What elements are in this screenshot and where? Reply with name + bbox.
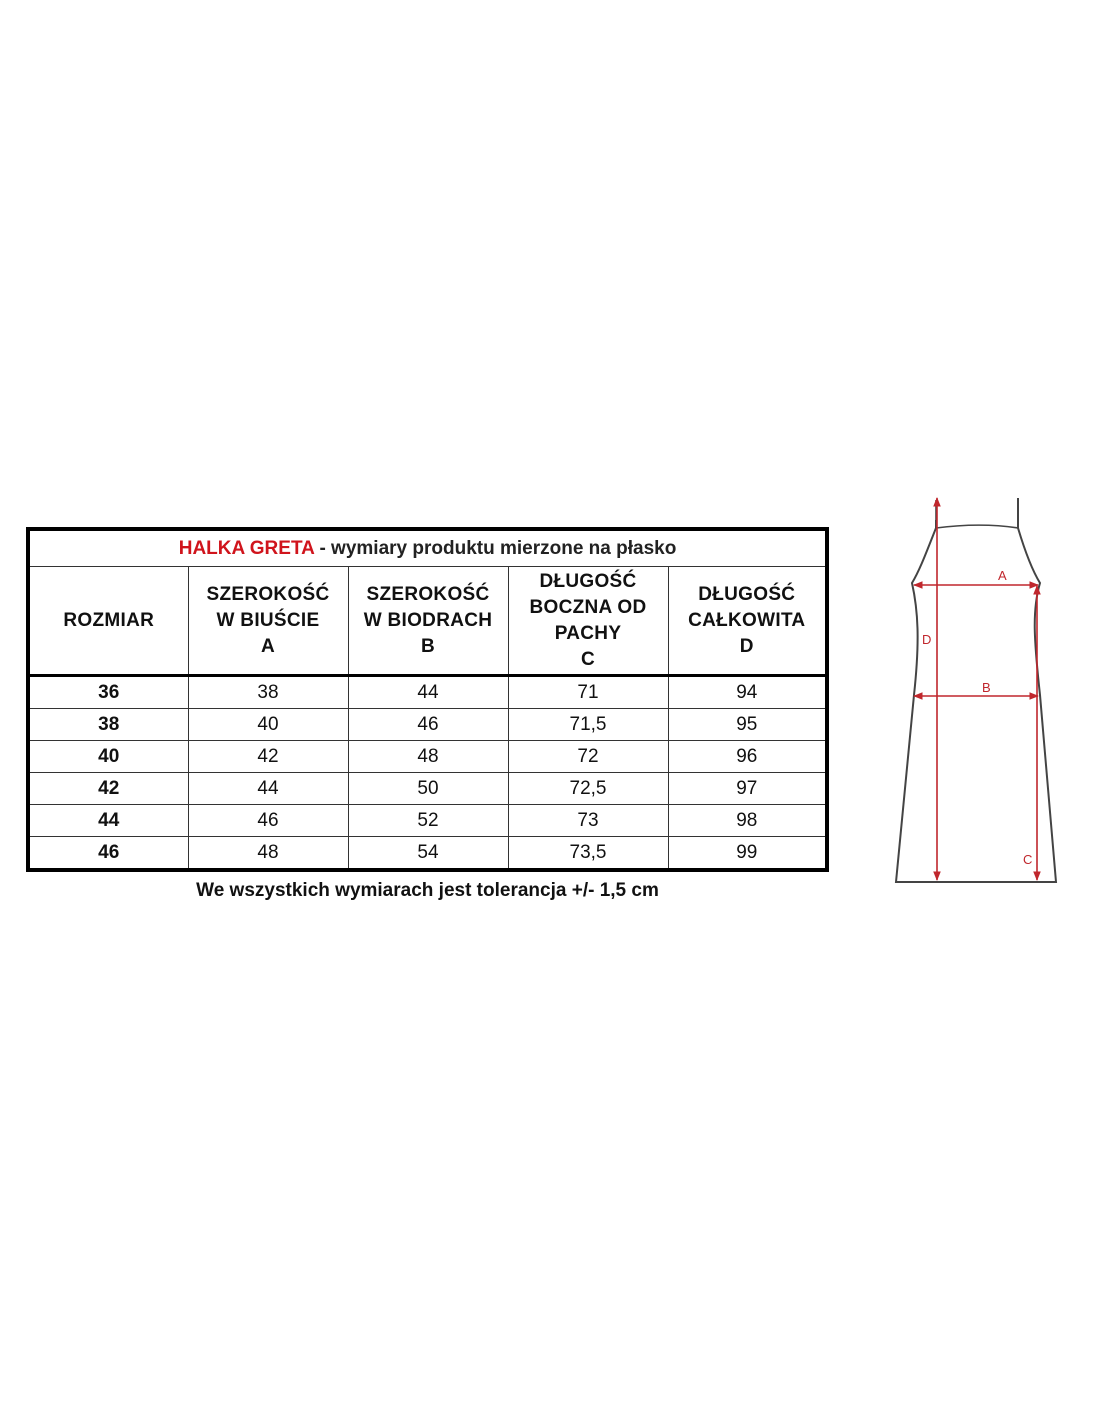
- bust-cell: 38: [188, 676, 348, 709]
- label-c: C: [1023, 852, 1033, 867]
- total-length-cell: 99: [668, 837, 827, 871]
- side-length-cell: 72: [508, 741, 668, 773]
- table-row: [28, 676, 827, 709]
- table-row: [28, 741, 827, 773]
- side-length-cell: 72,5: [508, 773, 668, 805]
- label-b: B: [982, 680, 991, 695]
- size-cell: 38: [28, 709, 188, 741]
- total-length-cell: 98: [668, 805, 827, 837]
- bust-cell: 42: [188, 741, 348, 773]
- table-title-row: [28, 529, 827, 567]
- table-row: [28, 805, 827, 837]
- table-row: [28, 837, 827, 871]
- tolerance-note: We wszystkich wymiarach jest tolerancja +/- 1,5 cm: [196, 880, 659, 901]
- table-row: [28, 773, 827, 805]
- header-total-length: DŁUGOŚĆ CAŁKOWITA D: [668, 567, 827, 676]
- header-hip-width: SZEROKOŚĆ W BIODRACH B: [348, 567, 508, 676]
- table-title: [28, 529, 827, 567]
- size-cell: 44: [28, 805, 188, 837]
- neckline: [936, 525, 1018, 528]
- bust-cell: 40: [188, 709, 348, 741]
- side-length-cell: 71: [508, 676, 668, 709]
- header-side-length: DŁUGOŚĆ BOCZNA OD PACHY C: [508, 567, 668, 676]
- side-length-cell: 71,5: [508, 709, 668, 741]
- hip-cell: 50: [348, 773, 508, 805]
- hip-cell: 52: [348, 805, 508, 837]
- total-length-cell: 95: [668, 709, 827, 741]
- hip-cell: 54: [348, 837, 508, 871]
- hip-cell: 44: [348, 676, 508, 709]
- hip-cell: 48: [348, 741, 508, 773]
- product-name: HALKA GRETA: [178, 537, 315, 559]
- bust-cell: 48: [188, 837, 348, 871]
- size-cell: 36: [28, 676, 188, 709]
- total-length-cell: 96: [668, 741, 827, 773]
- hip-cell: 46: [348, 709, 508, 741]
- label-a: A: [998, 568, 1007, 583]
- label-d: D: [922, 632, 932, 647]
- header-size: ROZMIAR: [28, 567, 188, 676]
- dress-measurement-diagram: [872, 490, 1072, 890]
- size-cell: 46: [28, 837, 188, 871]
- total-length-cell: 94: [668, 676, 827, 709]
- header-bust-width: SZEROKOŚĆ W BIUŚCIE A: [188, 567, 348, 676]
- size-chart-table: [26, 527, 829, 872]
- size-cell: 42: [28, 773, 188, 805]
- side-length-cell: 73,5: [508, 837, 668, 871]
- side-length-cell: 73: [508, 805, 668, 837]
- table-row: [28, 709, 827, 741]
- dress-outline: [896, 498, 1056, 882]
- header-row: [28, 567, 827, 676]
- title-description: - wymiary produktu mierzone na płasko: [314, 537, 677, 559]
- size-cell: 40: [28, 741, 188, 773]
- bust-cell: 44: [188, 773, 348, 805]
- bust-cell: 46: [188, 805, 348, 837]
- total-length-cell: 97: [668, 773, 827, 805]
